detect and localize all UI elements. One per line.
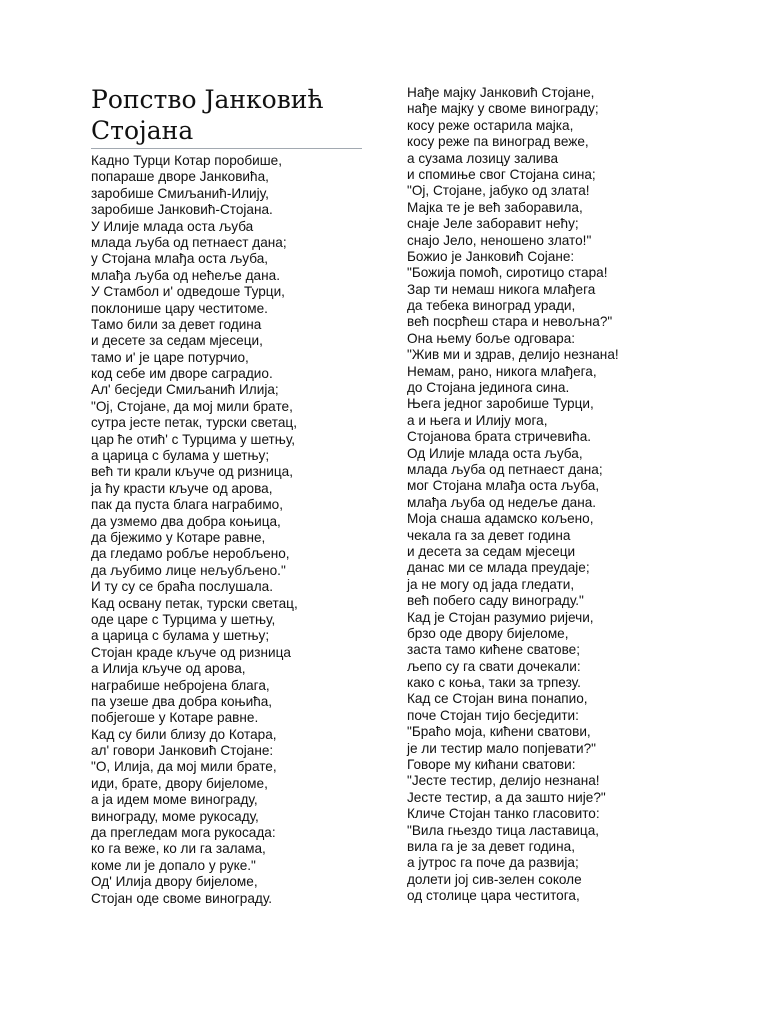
verse-line: "Браћо моја, кићени сватови, — [407, 724, 591, 740]
verse-line: "Божија помоћ, сиротицо стара! — [407, 265, 608, 281]
verse-line: да тебека виноград уради, — [407, 298, 576, 314]
verse-line: поклонише цару честитоме. — [91, 300, 268, 316]
verse-line: Она њему боље одговара: — [407, 330, 576, 346]
verse-line: Стојанова брата стричевића. — [407, 429, 592, 445]
page-title — [91, 84, 363, 146]
verse-line: заста тамо кићене сватове; — [407, 642, 580, 658]
verse-line: код себе им дворе саградио. — [91, 366, 273, 382]
verse-line: снаје Јеле заборавит нећу; — [407, 216, 579, 232]
verse-line: Мајка те је већ заборавила, — [407, 199, 583, 215]
verse-line: оде царе с Турцима у шетњу, — [91, 611, 276, 627]
verse-line: заробише Смиљанић-Илију, — [91, 185, 269, 201]
verse-line: да бјежимо у Котаре равне, — [91, 529, 266, 545]
poem-column-left — [91, 153, 298, 907]
verse-line: Кад се Стојан вина понапио, — [407, 691, 588, 707]
verse-line: косу реже остарила мајка, — [407, 117, 574, 133]
verse-line: већ побего саду винограду." — [407, 593, 584, 609]
verse-line: тамо и' је царе потурчио, — [91, 349, 249, 365]
verse-line: и спомиње свог Стојана сина; — [407, 166, 596, 182]
verse-line: "Вила гњездо тица ластавица, — [407, 822, 600, 838]
verse-line: коме ли је допало у руке." — [91, 857, 256, 873]
verse-line: Стојан оде своме винограду. — [91, 890, 273, 906]
verse-line: поче Стојан тијо бесједити: — [407, 707, 579, 723]
verse-line: Немам, рано, никога млађега, — [407, 363, 597, 379]
verse-line: да гледамо робље неробљено, — [91, 546, 290, 562]
verse-line: "Жив ми и здрав, делијо незнана! — [407, 347, 619, 363]
verse-line: "Ој, Стојане, јабуко од злата! — [407, 183, 590, 199]
verse-line: Њега једног заробише Турци, — [407, 396, 594, 412]
verse-line: долети јој сив-зелен соколе — [407, 871, 582, 887]
poem-column-right — [407, 85, 619, 905]
verse-line: млада љуба од петнаест дана; — [407, 461, 603, 477]
verse-line: данас ми се млада преудаје; — [407, 560, 590, 576]
verse-line: да љубимо лице нељубљено." — [91, 562, 286, 578]
verse-line: љепо су га свати дочекали: — [407, 658, 581, 674]
verse-line: Моја снаша адамско кољено, — [407, 511, 594, 527]
verse-line: а царица с булама у шетњу; — [91, 448, 270, 464]
verse-line: снајо Јело, неношено злато!" — [407, 232, 592, 248]
verse-line: а сузама лозицу залива — [407, 150, 559, 166]
verse-line: И ту су се браћа послушала. — [91, 579, 273, 595]
verse-line: да узмемо два добра коњица, — [91, 513, 281, 529]
verse-line: попараше дворе Јанковића, — [91, 169, 269, 185]
verse-line: Од' Илија двору бијеломе, — [91, 874, 258, 890]
verse-line: ја ћу красти кључе од арова, — [91, 480, 273, 496]
verse-line: а Илија кључе од арова, — [91, 661, 246, 677]
verse-line: Кад су били близу до Котара, — [91, 726, 277, 742]
verse-line: Ал' бесједи Смиљанић Илија; — [91, 382, 279, 398]
verse-line: до Стојана јединога сина. — [407, 380, 570, 396]
verse-line: Кличе Стојан танко гласовито: — [407, 806, 600, 822]
title-divider — [91, 148, 362, 149]
verse-line: У Илије млада оста љуба — [91, 218, 254, 234]
verse-line: нађе мајку у своме винограду; — [407, 101, 599, 117]
verse-line: већ посрћеш стара и невољна?" — [407, 314, 613, 330]
verse-line: заробише Јанковић-Стојана. — [91, 202, 273, 218]
verse-line: Кад осванy петак, турски светац, — [91, 595, 298, 611]
verse-line: награбише небројена блага, — [91, 677, 270, 693]
verse-line: винограду, моме рукосаду, — [91, 808, 259, 824]
verse-line: "О, Илија, да мој мили брате, — [91, 759, 277, 775]
verse-line: а јутрос га поче да развија; — [407, 855, 579, 871]
verse-line: па узеше два добра коњића, — [91, 693, 273, 709]
verse-line: пак да пуста блага награбимо, — [91, 497, 283, 513]
verse-line: а царица с булама у шетњу; — [91, 628, 270, 644]
verse-line: цар ће отић' с Турцима у шетњу, — [91, 431, 296, 447]
verse-line: иди, брате, двору бијеломе, — [91, 775, 268, 791]
verse-line: Кадно Турци Котар поробише, — [91, 153, 282, 168]
verse-line: мог Стојана млађа оста љуба, — [407, 478, 600, 494]
verse-line: у Стојана млађа оста љуба, — [91, 251, 269, 267]
verse-line: Зар ти немаш никога млађега — [407, 281, 596, 297]
verse-line: побјегоше у Котаре равне. — [91, 710, 259, 726]
verse-line: а и њега и Илију мога, — [407, 412, 548, 428]
verse-line: ал' говори Јанковић Стојане: — [91, 743, 274, 759]
verse-line: од столице цара честитога, — [407, 888, 580, 904]
verse-line: У Стамбол и' одведоше Турци, — [91, 284, 285, 300]
verse-line: сутра јесте петак, турски светац, — [91, 415, 297, 431]
verse-line: Нађе мајку Јанковић Стојане, — [407, 85, 595, 100]
verse-line: вила га је за девет година, — [407, 838, 575, 854]
verse-line: косу реже па виноград веже, — [407, 134, 589, 150]
verse-line: и десете за седам мјесеци, — [91, 333, 263, 349]
verse-line: ко га веже, ко ли га залама, — [91, 841, 266, 857]
verse-line: ја не могу од јада гледати, — [407, 576, 575, 592]
verse-line: брзо оде двору бијеломе, — [407, 625, 569, 641]
verse-line: Говоре му кићани сватови: — [407, 757, 576, 773]
verse-line: је ли тестир мало попјевати?" — [407, 740, 596, 756]
verse-line: чекала га за девет година — [407, 527, 571, 543]
verse-line: како с коња, таки за трпезу. — [407, 675, 581, 691]
verse-line: "Ој, Стојане, да мој мили брате, — [91, 398, 293, 414]
verse-line: Тамо били за девет година — [91, 316, 262, 332]
verse-line: и десета за седам мјесеци — [407, 543, 576, 559]
verse-line: млада љуба од петнаест дана; — [91, 234, 287, 250]
verse-line: Од Илије млада оста љуба, — [407, 445, 583, 461]
verse-line: а ја идем моме винограду, — [91, 792, 258, 808]
title-line-2: Стојана — [91, 116, 194, 145]
verse-line: "Јесте тестир, делијо незнана! — [407, 773, 600, 789]
verse-line: Стојан краде кључе од ризница — [91, 644, 291, 660]
verse-line: млађа љуба од недеље дана. — [407, 494, 597, 510]
verse-line: млађа љуба од нећеље дана. — [91, 267, 280, 283]
verse-line: већ ти крали кључе од ризница, — [91, 464, 293, 480]
verse-line: Божио је Јанковић Сојане: — [407, 248, 575, 264]
verse-line: да прегледам мога рукосада: — [91, 825, 276, 841]
verse-line: Кад је Стојан разумио ријечи, — [407, 609, 594, 625]
title-line-1: Ропство Јанковић — [91, 85, 324, 114]
verse-line: Јесте тестир, а да зашто није?" — [407, 789, 606, 805]
